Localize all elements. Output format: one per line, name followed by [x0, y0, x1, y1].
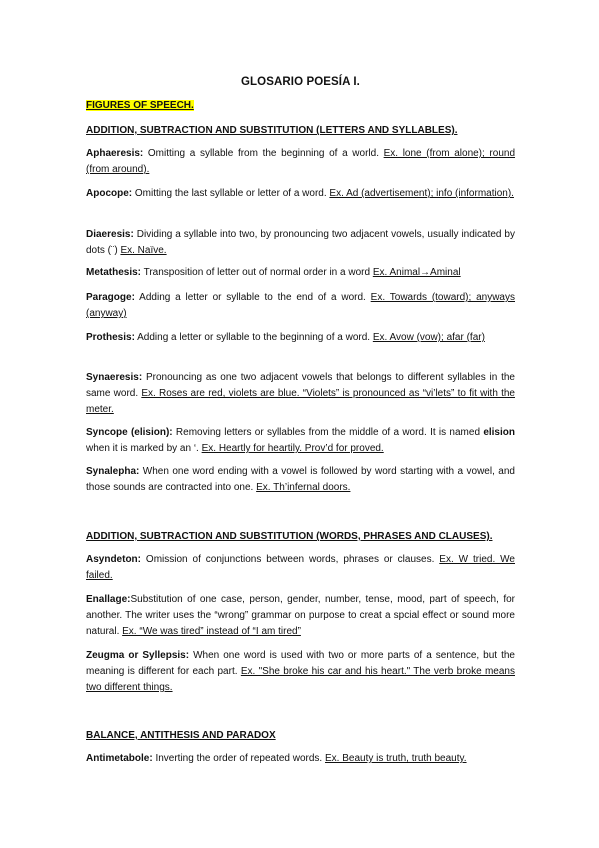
- highlighted-section-label: FIGURES OF SPEECH.: [86, 100, 194, 111]
- section-label: [86, 100, 194, 111]
- definition: When one word is used with two or more parts of a sentence, but the meaning is different for each part.: [86, 650, 515, 677]
- definition: Adding a letter or syllable to the beginning of a word.: [134, 332, 373, 343]
- definition: Inverting the order of repeated words.: [152, 753, 325, 764]
- entry-metathesis: [86, 265, 515, 281]
- example: Ex. Avow (vow); afar (far): [372, 332, 485, 343]
- definition: Pronouncing as one two adjacent vowels that belongs to different syllables in the same word.: [86, 372, 515, 399]
- term: Aphaeresis:: [86, 148, 144, 159]
- example: Ex. Heartly for heartily. Prov’d for proved.: [201, 443, 384, 454]
- entry-zeugma: [86, 648, 515, 696]
- term: Asyndeton:: [86, 554, 141, 565]
- term: Enallage:: [86, 594, 131, 605]
- example: Ex. lone (from alone); round (from around).: [86, 148, 516, 175]
- entry-asyndeton: [86, 552, 515, 584]
- document-title: GLOSARIO POESÍA I.: [241, 76, 360, 88]
- heading-balance-antithesis: BALANCE, ANTITHESIS AND PARADOX: [86, 730, 276, 741]
- definition: Removing letters or syllables from the middle of a word. It is named: [172, 427, 484, 438]
- entry-apocope: [86, 186, 515, 202]
- example: Ex. “We was tired” instead of “I am tired”: [122, 626, 301, 637]
- example: Ex. Towards (toward); anyways (anyway): [86, 292, 515, 319]
- term: Apocope:: [86, 188, 133, 199]
- example: Ex. Animal→Aminal: [372, 267, 461, 278]
- example: Ex. Ad (advertisement); info (information).: [329, 188, 514, 199]
- heading-words-phrases: ADDITION, SUBTRACTION AND SUBSTITUTION (WORDS, PHRASES AND CLAUSES).: [86, 531, 493, 542]
- term: Syncope (elision):: [86, 427, 173, 438]
- definition: When one word ending with a vowel is followed by word starting with a vowel, and those sounds are contracted into one.: [86, 466, 515, 493]
- entry-antimetabole: [86, 751, 515, 767]
- term: Antimetabole:: [86, 753, 153, 764]
- definition: Omitting a syllable from the beginning of a world.: [143, 148, 384, 159]
- term: Metathesis:: [86, 267, 142, 278]
- example: Ex. Naïve.: [120, 245, 167, 256]
- example: Ex. Roses are red, violets are blue. “Violets” is pronounced as “vi’lets” to fit with the meter.: [86, 388, 515, 415]
- example: Ex. Beauty is truth, truth beauty.: [325, 753, 467, 764]
- entry-prothesis: [86, 330, 515, 346]
- term: Synaeresis:: [86, 372, 143, 383]
- definition-continued: when it is marked by an ‘.: [86, 443, 202, 454]
- heading-letters-syllables: ADDITION, SUBTRACTION AND SUBSTITUTION (LETTERS AND SYLLABLES).: [86, 125, 458, 136]
- entry-synaeresis: [86, 370, 515, 418]
- definition: Adding a letter or syllable to the end of a word.: [134, 292, 371, 303]
- example: Ex. "She broke his car and his heart." The verb broke means two different things.: [86, 666, 515, 693]
- entry-aphaeresis: [86, 146, 515, 178]
- definition: Dividing a syllable into two, by pronouncing two adjacent vowels, usually indicated by dots (¨): [86, 229, 515, 256]
- definition: Omission of conjunctions between words, phrases or clauses.: [141, 554, 440, 565]
- definition: Substitution of one case, person, gender, number, tense, mood, part of speech, for another. The writer uses the “wrong” grammar on purpose to creat a spcial effect or sound more natural.: [86, 594, 515, 637]
- term: Zeugma or Syllepsis:: [86, 650, 190, 661]
- definition: Omitting the last syllable or letter of a word.: [132, 188, 330, 199]
- term: Paragoge:: [86, 292, 135, 303]
- term: Prothesis:: [86, 332, 135, 343]
- entry-syncope: [86, 425, 515, 457]
- entry-synalepha: [86, 464, 515, 496]
- term: Diaeresis:: [86, 229, 134, 240]
- entry-diaeresis: [86, 227, 515, 259]
- example: Ex. Th’infernal doors.: [256, 482, 351, 493]
- entry-paragoge: [86, 290, 515, 322]
- entry-enallage: [86, 592, 515, 640]
- term: Synalepha:: [86, 466, 140, 477]
- bold-word: elision: [483, 427, 515, 438]
- definition: Transposition of letter out of normal order in a word: [141, 267, 373, 278]
- example: Ex. W tried. We failed.: [86, 554, 515, 581]
